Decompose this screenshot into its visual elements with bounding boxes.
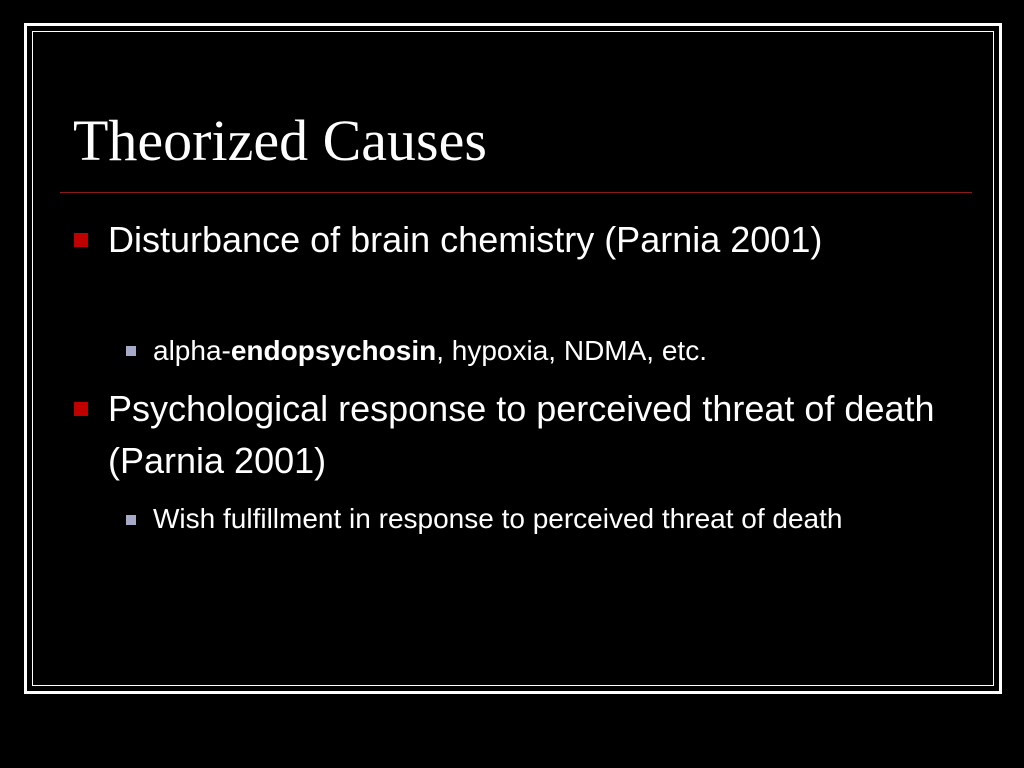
sub-bullet-bold-term: endopsychosin	[230, 335, 437, 366]
square-sub-bullet-icon	[126, 515, 136, 525]
bullet-item: Disturbance of brain chemistry (Parnia 2001)	[108, 219, 823, 260]
bullet-item: Psychological response to perceived threat of death (Parnia 2001)	[108, 388, 935, 481]
square-sub-bullet-icon	[126, 346, 136, 356]
slide-title: Theorized Causes	[73, 108, 487, 173]
sub-bullet-item: Wish fulfillment in response to perceived threat of death	[153, 503, 843, 534]
square-bullet-icon	[74, 233, 88, 247]
sub-bullet-prefix: alpha-	[153, 335, 231, 366]
sub-bullet-item	[153, 330, 973, 372]
square-bullet-icon	[74, 402, 88, 416]
sub-bullet-suffix: , hypoxia, NDMA, etc.	[436, 335, 707, 366]
